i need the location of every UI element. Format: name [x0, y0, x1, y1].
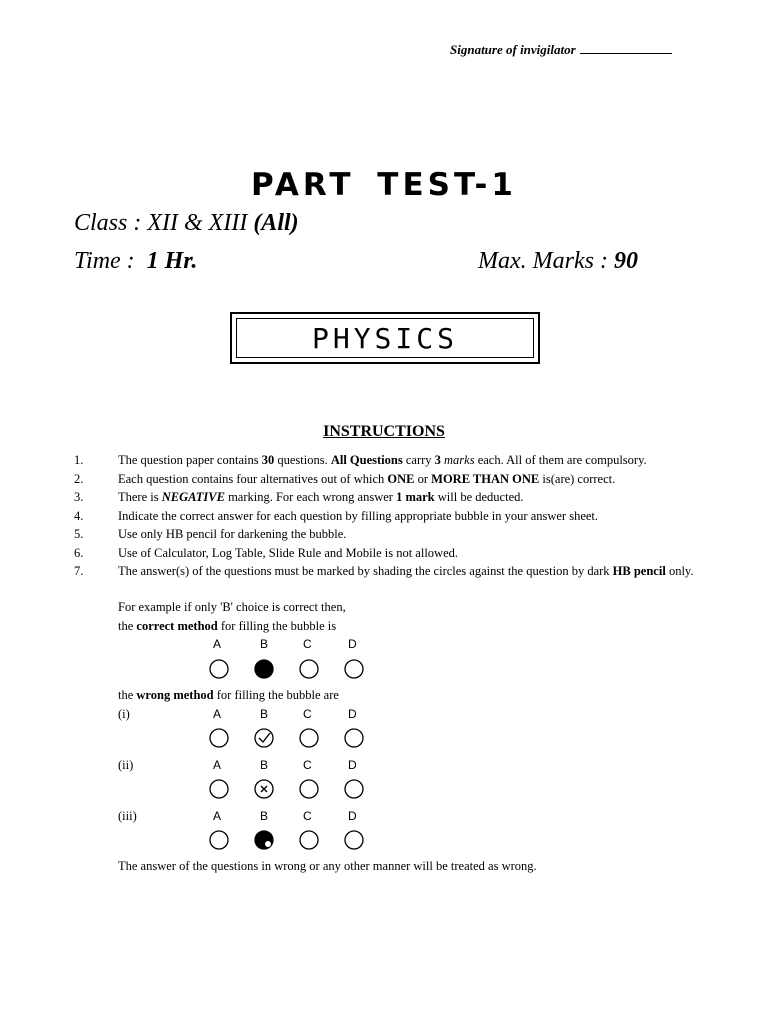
instruction-number: 3. — [74, 490, 84, 504]
option-letter: A — [213, 758, 222, 772]
instruction-number: 7. — [74, 564, 84, 578]
signature-line — [580, 42, 672, 54]
wrong-label-iii: (iii) — [118, 809, 137, 823]
option-letter: B — [260, 809, 269, 823]
option-letter: A — [213, 809, 222, 823]
instruction-text: Use of Calculator, Log Table, Slide Rule and Mobile is not allowed. — [118, 545, 458, 560]
invigilator-signature — [450, 42, 672, 58]
subject-box — [230, 312, 540, 364]
option-letter: D — [348, 707, 357, 721]
bubble-d — [345, 660, 363, 678]
instruction-number: 4. — [74, 508, 84, 523]
bubble-c — [300, 729, 318, 747]
instruction-item-4 — [74, 507, 714, 526]
wrong-label-ii: (ii) — [118, 758, 134, 772]
instructions-list — [74, 451, 714, 581]
instruction-number: 1. — [74, 453, 84, 467]
class-group: (All) — [253, 210, 299, 236]
option-letter: B — [260, 637, 269, 651]
option-letter: D — [348, 637, 357, 651]
option-letter: D — [348, 758, 357, 772]
instructions-heading: INSTRUCTIONS — [323, 423, 445, 440]
marks-label: Max. Marks : — [478, 248, 608, 274]
instruction-item-3 — [74, 488, 714, 507]
option-letter: D — [348, 809, 357, 823]
wrong-method-text: the wrong method for filling the bubble are — [118, 688, 339, 702]
time-value: 1 Hr. — [146, 248, 198, 274]
option-letter: C — [303, 637, 312, 651]
bubble-a — [210, 831, 228, 849]
wrong-label-i: (i) — [118, 707, 130, 721]
bubble-b-partial — [255, 831, 273, 849]
bubble-d — [345, 831, 363, 849]
example-intro: For example if only 'B' choice is correct then, — [118, 600, 346, 614]
option-letter: B — [260, 758, 269, 772]
bubble-b-filled — [255, 660, 273, 678]
instruction-number: 6. — [74, 545, 84, 560]
cross-mark-icon — [261, 786, 267, 792]
tick-mark-icon — [259, 733, 270, 742]
bubble-a — [210, 780, 228, 798]
time-label: Time : — [74, 248, 135, 274]
wrong-iii-bubble-row — [208, 828, 368, 852]
signature-label: Signature of invigilator — [450, 42, 576, 57]
wrong-i-bubble-row — [208, 726, 368, 750]
partial-fill-gap-icon — [265, 841, 271, 847]
instruction-number: 5. — [74, 527, 84, 541]
bubble-a — [210, 729, 228, 747]
bubble-b-tick — [255, 729, 273, 747]
instruction-text: Each question contains four alternatives out of which ONE or MORE THAN ONE is(are) correct. — [118, 471, 616, 486]
option-letter: C — [303, 809, 312, 823]
correct-method-text: the correct method for filling the bubble is — [118, 619, 337, 633]
bubble-c — [300, 831, 318, 849]
bubble-c — [300, 660, 318, 678]
marks-value: 90 — [613, 248, 638, 274]
option-letter: B — [260, 707, 269, 721]
class-value: XII & XIII — [147, 210, 248, 236]
footer-note: The answer of the questions in wrong or any other manner will be treated as wrong. — [118, 859, 537, 873]
bubble-c — [300, 780, 318, 798]
instruction-item-7 — [74, 562, 714, 581]
instruction-text: The question paper contains 30 questions. All Questions carry 3 marks each. All of them are compulsory. — [118, 453, 647, 467]
page-title: PART TEST-1 — [251, 167, 517, 203]
option-letter: A — [213, 707, 222, 721]
instruction-item-6 — [74, 544, 714, 563]
bubble-a — [210, 660, 228, 678]
instruction-text: There is NEGATIVE marking. For each wrong answer 1 mark will be deducted. — [118, 490, 524, 504]
option-letter: C — [303, 707, 312, 721]
max-marks-line — [478, 248, 638, 275]
option-letter: A — [213, 637, 222, 651]
instruction-number: 2. — [74, 471, 84, 486]
class-label: Class : — [74, 210, 142, 236]
instruction-text: The answer(s) of the questions must be marked by shading the circles against the question by dark HB pencil only. — [118, 564, 694, 578]
instruction-item-1 — [74, 451, 714, 470]
subject-name: PHYSICS — [236, 318, 534, 358]
instruction-item-5 — [74, 525, 714, 544]
option-letter: C — [303, 758, 312, 772]
instruction-text: Use only HB pencil for darkening the bubble. — [118, 527, 347, 541]
class-line — [74, 210, 299, 237]
time-line — [74, 248, 197, 275]
correct-bubble-row — [208, 657, 368, 681]
wrong-ii-bubble-row — [208, 777, 368, 801]
instruction-text: Indicate the correct answer for each question by filling appropriate bubble in your answer sheet. — [118, 508, 599, 523]
bubble-d — [345, 729, 363, 747]
instruction-item-2 — [74, 470, 714, 489]
bubble-d — [345, 780, 363, 798]
